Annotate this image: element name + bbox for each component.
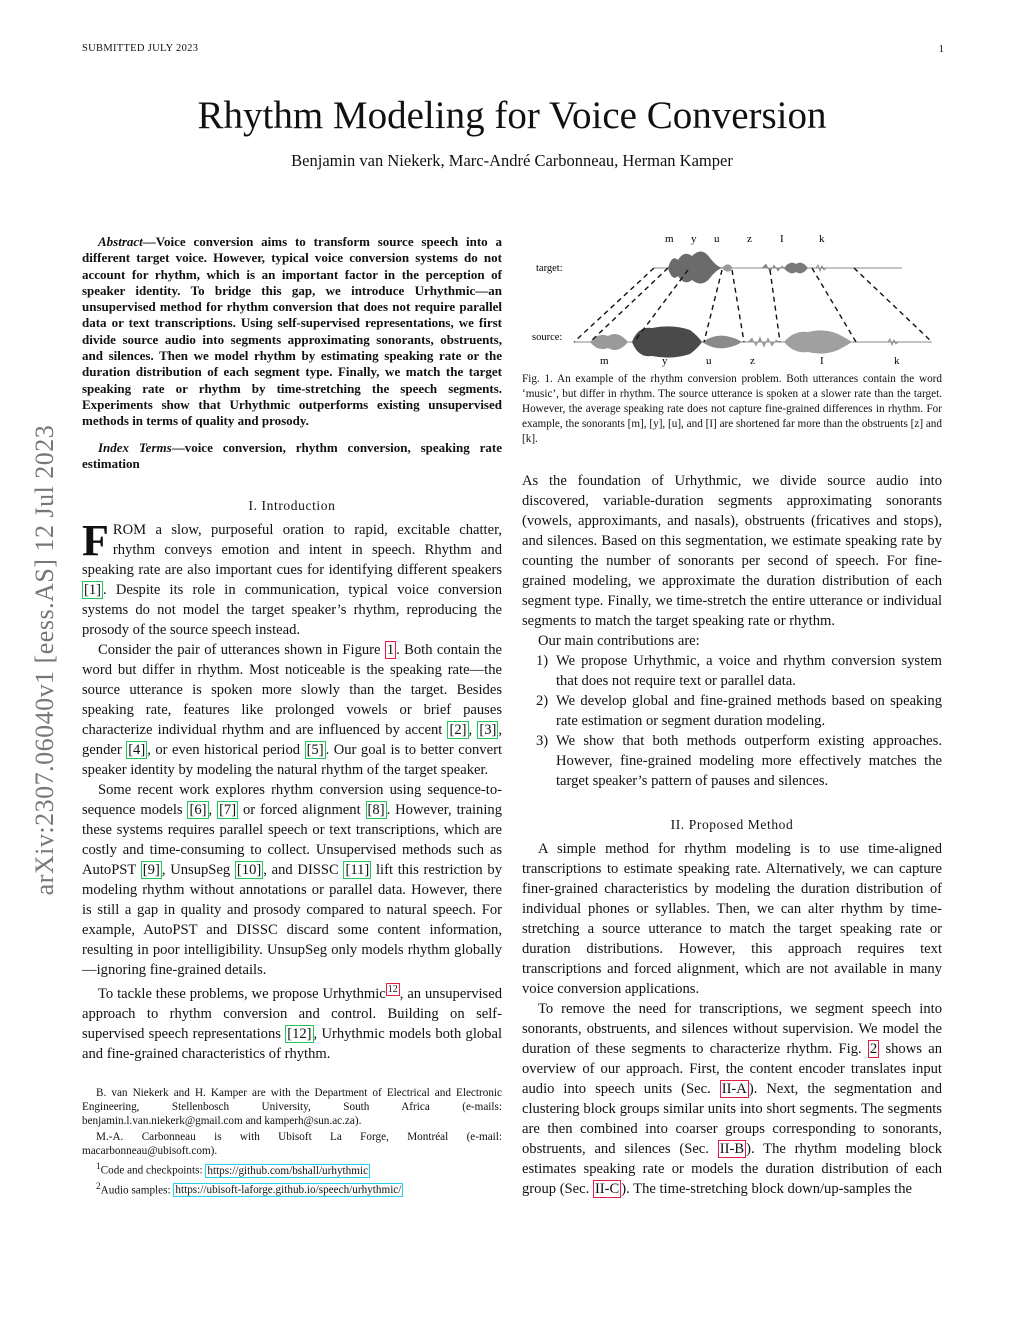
contributions-list (522, 651, 942, 791)
figure-caption: Fig. 1. An example of the rhythm conversion problem. Both utterances contain the word ‘music’, but differ in rhythm. The source utterance is spoken at a slower rate than the target. However, the average speaking rate does not capture fine-grained differences in rhythm. For example, the sonorants [m], [y], [u], and [I] are shortened far more than the obstruents [z] and [k]. (522, 373, 942, 445)
text-run: , (468, 722, 478, 739)
intro-paragraph-3 (82, 780, 502, 980)
abstract-label: Abstract (98, 234, 143, 249)
intro-paragraph-1 (82, 516, 502, 640)
target-phone: z (747, 233, 752, 245)
text-run: ROM a slow, purposeful oration to rapid, excitable chatter, rhythm conveys emotion and intent in speech. Rhythm and speaking rate are also important cues for identifying different speakers (82, 522, 502, 579)
source-phone: I (820, 355, 824, 367)
target-phone: y (691, 233, 697, 245)
source-label: source: (532, 332, 563, 343)
author-list: Benjamin van Niekerk, Marc-André Carbonneau, Herman Kamper (291, 151, 733, 170)
figure-1 (522, 230, 942, 372)
index-terms-label: Index Terms (98, 439, 172, 455)
citation-link[interactable]: [2] (449, 722, 467, 739)
citation-link[interactable]: [6] (189, 802, 207, 819)
text-run: or forced alignment (238, 802, 366, 819)
footnotes (82, 1086, 502, 1197)
arxiv-side-stamp (20, 360, 70, 960)
source-waveform (574, 326, 932, 357)
footnote-affiliation-1: B. van Niekerk and H. Kamper are with the Department of Electrical and Electronic Engineering, Stellenbosch University, South Africa (e-mails: benjamin.l.van.niekerk@gmail.com and kamperh@sun.ac.za). (82, 1087, 502, 1128)
method-paragraph-1: A simple method for rhythm modeling is to use time-aligned transcriptions to estimate speaking rate. Alternatively, we can capture finer-grained characteristics by modeling the duration distribution of individual phones or syllables. Then, we can alter rhythm by time-stretching a source utterance to match the target speaking rate or duration distributions. However, this approach requires text transcriptions and forced alignment, which are not available in many voice conversion applications. (522, 841, 942, 997)
text-run: Code and checkpoints: (100, 1164, 206, 1177)
contribution-item (522, 731, 942, 791)
text-run: To remove the need for transcriptions, we segment speech into sonorants, obstruents, and silences without supervision. We model the duration of these segments to characterize rhythm. Fig. (522, 1001, 942, 1057)
text-run: ). Next, the segmentation and clustering block groups similar units into short segments. The segments are then combined into coarser groups corresponding to sonorants, obstruents, and silences (Sec. (522, 1081, 942, 1157)
contribution-item (522, 651, 942, 691)
footnote-affiliation-2: M.-A. Carbonneau is with Ubisoft La Forge, Montréal (e-mail: macarbonneau@ubisoft.com). (82, 1131, 502, 1158)
rhythm-figure-graphic (522, 230, 942, 372)
text-run: . Both contain the word but differ in rhythm. Most noticeable is the speaking rate—the source utterance is spoken more slowly than the target. Besides speaking rate, features like prolonged vowels or brief pauses characterize individual rhythm and are influenced by accent (82, 642, 502, 739)
arxiv-identifier: arXiv:2307.06040v1 [eess.AS] 12 Jul 2023 (30, 424, 59, 896)
citation-link[interactable]: [4] (128, 742, 146, 759)
text-run: . Despite its role in communication, typical voice conversion systems do not model the target speaker’s rhythm, reproducing the prosody of the source speech instead. (82, 582, 502, 639)
target-phone: u (714, 233, 720, 245)
text-run: . Our goal is to better convert speaker identity by modeling the natural rhythm of the target speaker. (82, 742, 502, 779)
list-text: We develop global and fine-grained methods based on speaking rate estimation or segment duration modeling. (556, 693, 942, 729)
text-run: . However, training these systems requires parallel speech or text transcriptions, which are costly and time-consuming to collect. Unsupervised methods such as AutoPST (82, 802, 502, 879)
list-number: 3) (536, 733, 549, 749)
section-heading-proposed-method: II. Proposed Method (670, 817, 794, 832)
citation-link[interactable]: [9] (142, 862, 160, 879)
page-number: 1 (938, 43, 944, 55)
source-phone: z (750, 355, 755, 367)
index-terms (82, 440, 502, 473)
left-column (82, 234, 502, 1199)
right-column (522, 230, 942, 1199)
target-phone: k (819, 233, 825, 245)
footnote-ref-link[interactable]: 12 (387, 984, 398, 996)
citation-link[interactable]: [3] (479, 722, 497, 739)
text-run: , or even historical period (147, 742, 305, 759)
paper-title: Rhythm Modeling for Voice Conversion (197, 94, 827, 137)
citation-link[interactable]: [10] (236, 862, 262, 879)
list-text: We show that both methods outperform existing approaches. However, fine-grained modeling more effectively matches the target speaker’s pattern of pauses and silences. (556, 733, 942, 789)
text-run: , and DISSC (263, 862, 344, 879)
text-run: , an unsupervised approach to rhythm conversion and control. Building on self-supervised speech representations (82, 986, 502, 1043)
index-terms-text: —voice conversion, rhythm conversion, speaking rate estimation (82, 439, 502, 471)
footnote-mark: 1 (96, 1162, 101, 1173)
section-ref-link[interactable]: II-B (719, 1141, 745, 1157)
citation-link[interactable]: [12] (287, 1026, 312, 1043)
text-run: , Urhythmic models both global and fine-grained characteristics of rhythm. (82, 1026, 502, 1063)
text-run: , UnsupSeg (161, 862, 235, 879)
code-url-link[interactable]: https://github.com/bshall/urhythmic (207, 1164, 369, 1177)
contributions-intro: Our main contributions are: (538, 633, 700, 649)
target-phone: m (665, 233, 674, 245)
section-heading-introduction: I. Introduction (248, 498, 336, 514)
citation-link[interactable]: [5] (306, 742, 324, 759)
citation-link[interactable]: [8] (367, 802, 385, 819)
alignment-lines (574, 268, 932, 342)
audio-url-link[interactable]: https://ubisoft-laforge.github.io/speech/urhythmic/ (175, 1184, 402, 1197)
intro-paragraph-2 (82, 640, 502, 780)
text-run: ). The rhythm modeling block estimates speaking rate or models the duration distribution of each group (Sec. (522, 1141, 942, 1197)
citation-link[interactable]: [1] (84, 582, 102, 599)
method-paragraph-2 (522, 999, 942, 1199)
target-label: target: (536, 263, 563, 274)
target-waveform (654, 251, 902, 283)
abstract (82, 234, 502, 430)
source-phone: y (662, 355, 668, 367)
running-header: SUBMITTED JULY 2023 (82, 43, 199, 54)
figure-ref-link[interactable]: 2 (869, 1041, 878, 1057)
figure-ref-link[interactable]: 1 (386, 642, 395, 659)
list-text: We propose Urhythmic, a voice and rhythm conversion system that does not require text or parallel data. (556, 653, 942, 689)
right-paragraph-1: As the foundation of Urhythmic, we divide source audio into discovered, variable-duration segments approximating sonorants (vowels, approximants, and nasals), obstruents (fricatives and stops), and silences. Based on this segmentation, we estimate speaking rate by counting the number of sonorants per second of speech. For fine-grained modeling, we approximate the duration distribution of each segment type. Finally, we time-stretch the entire utterance or individual segments to match the target speaking rate or rhythm. (522, 473, 942, 629)
text-run: , (208, 802, 218, 819)
text-run: ). The time-stretching block down/up-samples the (621, 1181, 912, 1197)
text-run: Some recent work explores rhythm conversion using sequence-to-sequence models (82, 782, 502, 819)
source-phone: u (706, 355, 712, 367)
text-run: Audio samples: (100, 1184, 174, 1197)
footnote-audio (82, 1180, 502, 1198)
text-run: lift this restriction by modeling rhythm without annotations or parallel data. However, there is still a gap in quality and prosody compared to natural speech. For example, AutoPST and DISSC discard some content information, resulting in poor intelligibility. UnsupSeg only models rhythm globally—ignoring fine-grained details. (82, 862, 502, 979)
target-phone: I (780, 233, 784, 245)
text-run: To tackle these problems, we propose Urhythmic (98, 986, 386, 1003)
text-run: , gender (82, 722, 503, 759)
footnote-mark: 2 (96, 1181, 101, 1192)
section-ref-link[interactable]: II-C (594, 1181, 620, 1197)
footnote-code (82, 1160, 502, 1178)
text-run: Consider the pair of utterances shown in Figure (98, 642, 385, 659)
section-ref-link[interactable]: II-A (721, 1081, 747, 1097)
source-phone: m (600, 355, 609, 367)
list-number: 1) (536, 653, 549, 669)
source-phone: k (894, 355, 900, 367)
abstract-text: —Voice conversion aims to transform source speech into a different target voice. However, typical voice conversion systems do not account for rhythm, which is an important factor in the perception of speaker identity. To bridge this gap, we introduce Urhythmic—an unsupervised method for rhythm conversion that does not require parallel data or text transcriptions. Using self-supervised representations, we first divide source audio into segments approximating sonorants, obstruents, and silences. Then we model rhythm by estimating speaking rate or the duration distribution of each segment type. Finally, we match the target speaking rate or rhythm by time-stretching the speech segments. Experiments show that Urhythmic outperforms existing unsupervised methods in terms of quality and prosody. (82, 234, 502, 429)
citation-link[interactable]: [7] (219, 802, 237, 819)
drop-cap: F (82, 516, 109, 566)
text-run: shows an overview of our approach. First, the content encoder translates input audio into speech units (Sec. (522, 1041, 942, 1097)
intro-paragraph-4 (82, 980, 502, 1064)
contribution-item (522, 691, 942, 731)
list-number: 2) (536, 693, 549, 709)
citation-link[interactable]: [11] (345, 862, 370, 879)
